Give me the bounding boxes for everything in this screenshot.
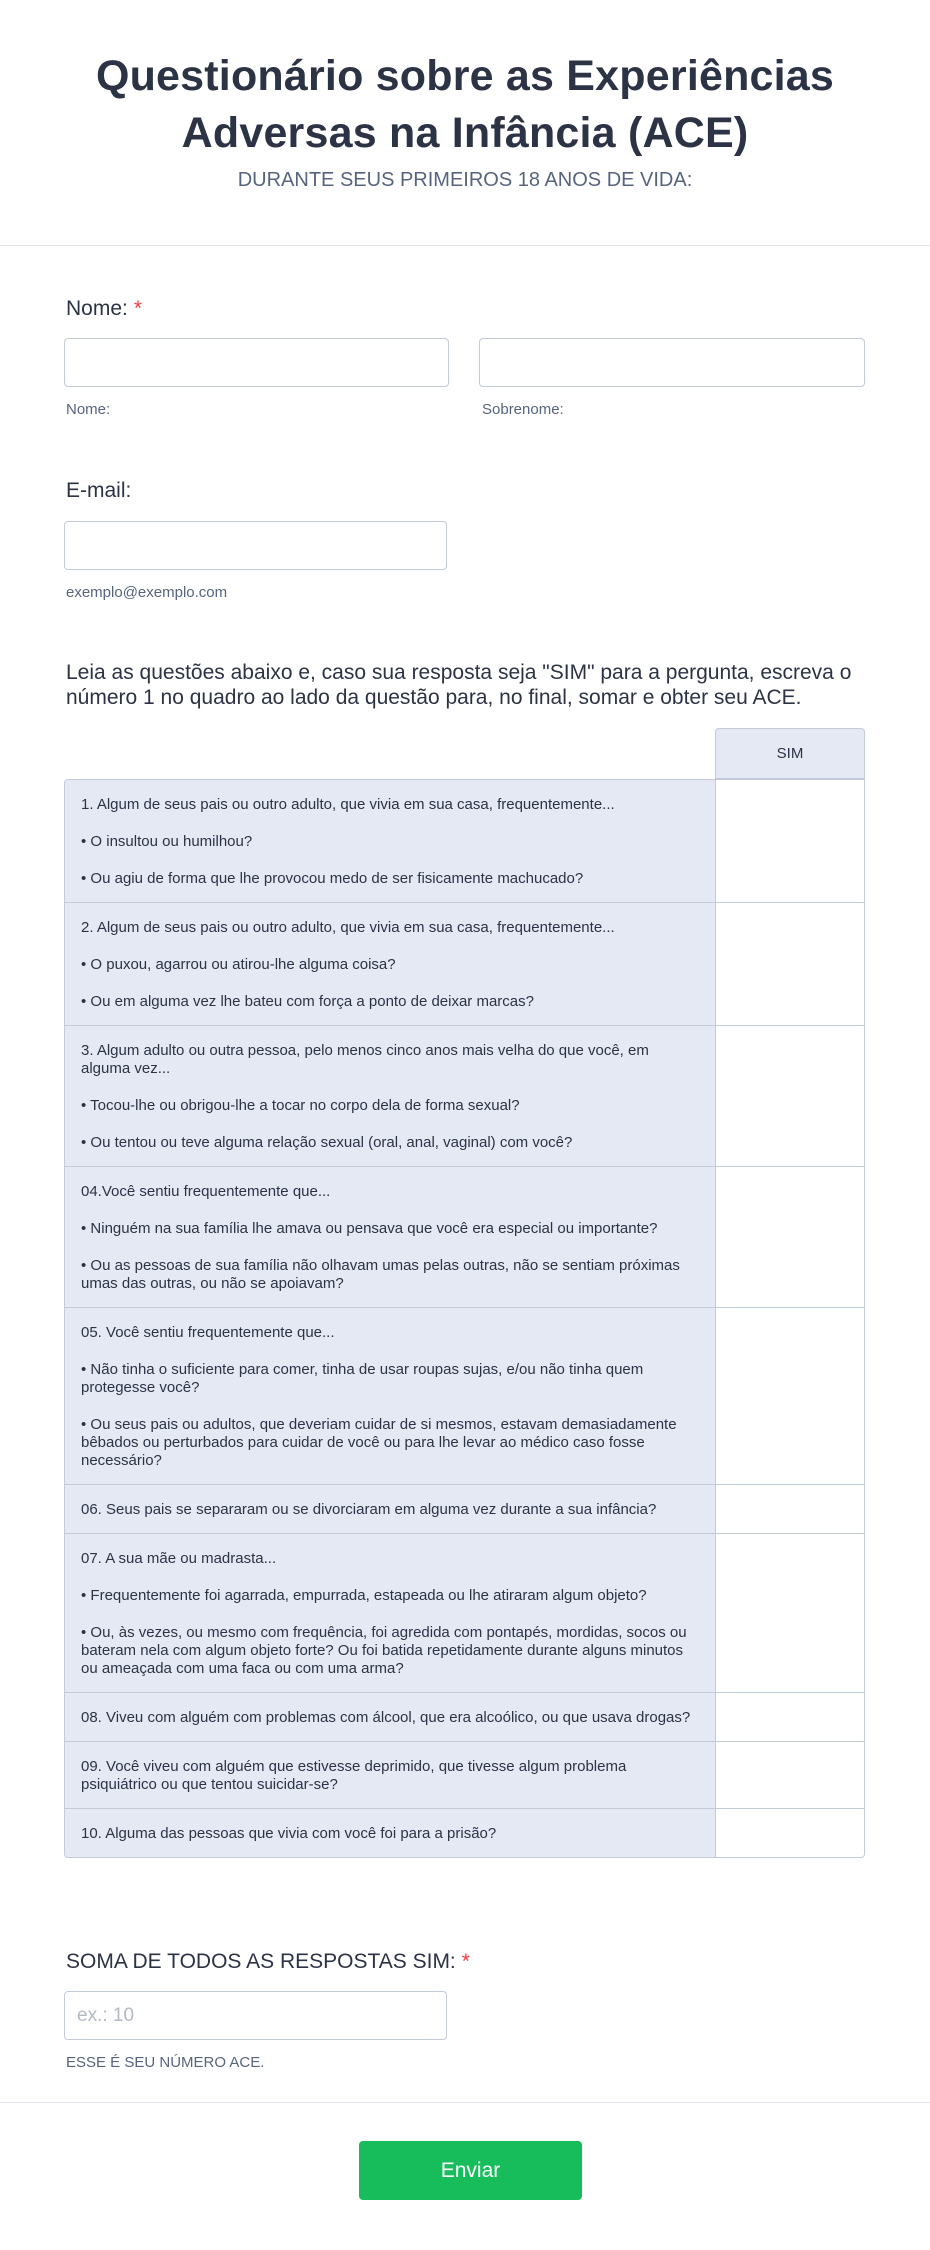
question-text (65, 1809, 716, 1857)
question-text (65, 903, 716, 1025)
sim-answer-cell[interactable] (716, 1534, 864, 1692)
email-label: E-mail: (66, 479, 132, 502)
question-line: 06. Seus pais se separaram ou se divorciaram em alguma vez durante a sua infância? (81, 1501, 657, 1518)
question-line: • Ou agiu de forma que lhe provocou medo de ser fisicamente machucado? (81, 870, 584, 887)
matrix-row (65, 1166, 864, 1307)
sim-answer-cell[interactable] (716, 1693, 864, 1741)
matrix-row (65, 1692, 864, 1741)
instructions-text: Leia as questões abaixo e, caso sua resposta seja "SIM" para a pergunta, escreva o número 1 no quadro ao lado da questão para, no final, somar e obter seu ACE. (66, 661, 852, 709)
question-line: • O insultou ou humilhou? (81, 833, 253, 850)
last-name-input[interactable] (479, 338, 865, 387)
page-title: Questionário sobre as Experiências Adversas na Infância (ACE) (95, 52, 835, 157)
ace-sum-sublabel: ESSE É SEU NÚMERO ACE. (66, 2054, 265, 2071)
matrix-row (65, 1484, 864, 1533)
ace-sum-input[interactable] (64, 1991, 447, 2040)
matrix-row (65, 1307, 864, 1484)
matrix-row (65, 780, 864, 902)
question-line: 08. Viveu com alguém com problemas com álcool, que era alcoólico, ou que usava drogas? (81, 1709, 691, 1726)
question-line: 04.Você sentiu frequentemente que... (81, 1183, 331, 1200)
matrix-row (65, 1025, 864, 1166)
question-text (65, 1167, 716, 1307)
email-sublabel: exemplo@exemplo.com (66, 584, 228, 601)
question-line: • Não tinha o suficiente para comer, tinha de usar roupas sujas, e/ou não tinha quem protegesse você? (81, 1361, 644, 1396)
question-text (65, 1026, 716, 1166)
sum-required-mark: * (461, 1950, 470, 1973)
sim-answer-cell[interactable] (716, 1026, 864, 1166)
matrix-row (65, 902, 864, 1025)
email-input[interactable] (64, 521, 447, 570)
question-text (65, 1693, 716, 1741)
question-text (65, 1534, 716, 1692)
first-name-input[interactable] (64, 338, 449, 387)
matrix-row (65, 1808, 864, 1857)
sim-answer-cell[interactable] (716, 780, 864, 902)
sum-label-text: SOMA DE TODOS AS RESPOSTAS SIM: (66, 1950, 456, 1973)
question-text (65, 1742, 716, 1808)
sim-answer-cell[interactable] (716, 1308, 864, 1484)
name-label (66, 296, 142, 322)
sum-label (66, 1949, 470, 1975)
question-line: • Ou, às vezes, ou mesmo com frequência, foi agredida com pontapés, mordidas, socos ou bateram nela com algum objeto forte? Ou foi batida repetidamente durante alguns minutos ou ameaçada com uma faca ou com uma arma? (81, 1624, 687, 1677)
question-line: • O puxou, agarrou ou atirou-lhe alguma coisa? (81, 956, 396, 973)
question-text (65, 780, 716, 902)
sim-answer-cell[interactable] (716, 1809, 864, 1857)
question-line: • Ou as pessoas de sua família não olhavam umas pelas outras, não se sentiam próximas umas das outras, ou não se apoiavam? (81, 1257, 680, 1292)
question-line: 10. Alguma das pessoas que vivia com você foi para a prisão? (81, 1825, 497, 1842)
first-name-sublabel: Nome: (66, 401, 111, 418)
matrix-row (65, 1533, 864, 1692)
question-line: 05. Você sentiu frequentemente que... (81, 1324, 335, 1341)
form-header (0, 0, 930, 246)
question-text (65, 1308, 716, 1484)
question-line: • Ou em alguma vez lhe bateu com força a ponto de deixar marcas? (81, 993, 534, 1010)
question-text (65, 1485, 716, 1533)
footer-divider (0, 2102, 930, 2103)
sim-answer-cell[interactable] (716, 1167, 864, 1307)
matrix-row (65, 1741, 864, 1808)
sim-answer-cell[interactable] (716, 903, 864, 1025)
sim-answer-cell[interactable] (716, 1742, 864, 1808)
question-line: • Ninguém na sua família lhe amava ou pensava que você era especial ou importante? (81, 1220, 658, 1237)
required-mark: * (133, 297, 143, 320)
matrix-rows (64, 779, 865, 1858)
question-line: • Ou tentou ou teve alguma relação sexual (oral, anal, vaginal) com você? (81, 1134, 573, 1151)
page-subtitle: DURANTE SEUS PRIMEIROS 18 ANOS DE VIDA: (237, 169, 693, 191)
sim-answer-cell[interactable] (716, 1485, 864, 1533)
question-line: 3. Algum adulto ou outra pessoa, pelo menos cinco anos mais velha do que você, em alguma vez... (81, 1042, 649, 1077)
question-line: 09. Você viveu com alguém que estivesse deprimido, que tivesse algum problema psiquiátrico ou que tentou suicidar-se? (81, 1758, 627, 1793)
question-line: • Tocou-lhe ou obrigou-lhe a tocar no corpo dela de forma sexual? (81, 1097, 520, 1114)
submit-button[interactable]: Enviar (359, 2141, 582, 2200)
matrix-column-header-sim: SIM (715, 728, 865, 779)
question-line: • Frequentemente foi agarrada, empurrada, estapeada ou lhe atiraram algum objeto? (81, 1587, 647, 1604)
question-line: 2. Algum de seus pais ou outro adulto, que vivia em sua casa, frequentemente... (81, 919, 615, 936)
question-line: • Ou seus pais ou adultos, que deveriam cuidar de si mesmos, estavam demasiadamente bêbados ou perturbados para cuidar de você ou para lhe levar ao médico caso fosse necessário? (81, 1416, 677, 1469)
name-label-text: Nome: (66, 297, 128, 320)
last-name-sublabel: Sobrenome: (482, 401, 564, 418)
question-line: 1. Algum de seus pais ou outro adulto, que vivia em sua casa, frequentemente... (81, 796, 615, 813)
question-line: 07. A sua mãe ou madrasta... (81, 1550, 277, 1567)
